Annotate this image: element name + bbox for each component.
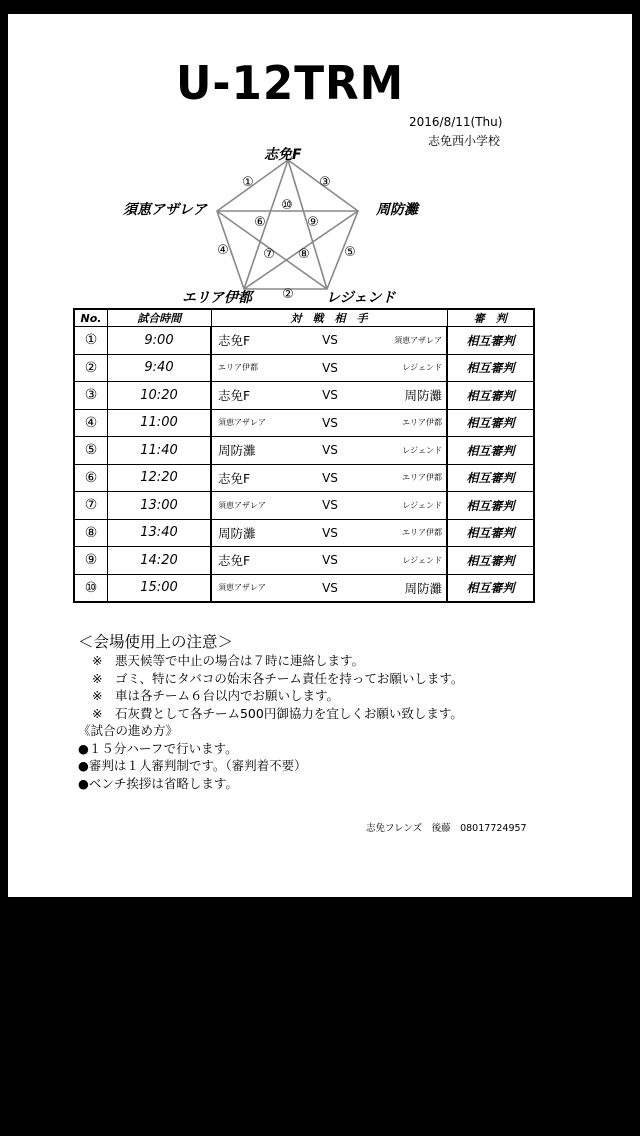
vs-label: VS [322,498,338,513]
matchup-cell [211,547,447,575]
home-team: 志免F [218,388,251,404]
column-header-time: 試合時間 [108,309,212,327]
home-team: エリア伊都 [218,363,258,373]
matchup-cell [211,437,447,465]
note-item: ※ 石灰費として各チーム500円御協力を宜しくお願い致します。 [92,705,463,721]
table-row [74,437,534,465]
table-row [74,382,534,410]
match-number-1: ① [242,175,254,190]
referee-cell: 相互審判 [447,547,534,575]
team-label-suetsu-azalea: 須恵アザレア [123,202,207,218]
away-team: 周防灘 [404,388,442,404]
table-row [74,519,534,547]
note-item: ※ 車は各チーム６台以内でお願いします。 [92,688,339,703]
match-time-cell: 13:40 [108,519,212,547]
away-team: レジェンド [402,363,442,373]
match-time-cell: 13:00 [108,492,212,520]
team-label-shubo-nada: 周防灘 [376,202,418,218]
away-team: 須恵アザレア [394,335,442,345]
column-header-referee: 審 判 [447,309,534,327]
referee-cell: 相互審判 [447,354,534,382]
table-row [74,574,534,602]
match-time-cell: 11:40 [108,437,212,465]
matchup-cell [211,464,447,492]
event-title: U-12TRM [176,56,405,110]
match-number-cell: ⑧ [74,519,108,547]
match-time-cell: 11:00 [108,409,212,437]
match-time-cell: 12:20 [108,464,212,492]
column-header-matchup: 対 戦 相 手 [211,309,447,327]
match-number-10: ⑩ [281,198,293,213]
referee-cell: 相互審判 [447,492,534,520]
match-time-cell: 9:00 [108,327,212,355]
table-row [74,354,534,382]
vs-label: VS [322,360,338,375]
notes-heading: ＜会場使用上の注意＞ [78,633,234,651]
matchup-cell [211,354,447,382]
home-team: 須恵アザレア [218,418,266,428]
match-number-8: ⑧ [298,247,310,262]
table-row [74,327,534,355]
match-number-4: ④ [217,243,229,258]
match-schedule-table [73,308,535,603]
match-number-2: ② [282,287,294,302]
vs-label: VS [322,415,338,430]
event-venue: 志免西小学校 [428,134,501,148]
matchup-cell [211,409,447,437]
team-label-legend: レジェンド [326,290,396,306]
venue-notes [78,632,463,792]
home-team: 周防灘 [218,525,256,541]
vs-label: VS [322,525,338,540]
match-number-cell: ④ [74,409,108,437]
referee-cell: 相互審判 [447,382,534,410]
match-number-9: ⑨ [307,215,319,230]
match-number-cell: ⑥ [74,464,108,492]
referee-cell: 相互審判 [447,409,534,437]
matchup-cell [211,327,447,355]
away-team: レジェンド [402,555,442,565]
vs-label: VS [322,470,338,485]
match-number-cell: ② [74,354,108,382]
vs-label: VS [322,333,338,348]
vs-label: VS [322,553,338,568]
referee-cell: 相互審判 [447,464,534,492]
home-team: 志免F [218,470,251,486]
matchup-cell [211,382,447,410]
away-team: エリア伊都 [402,418,442,428]
vs-label: VS [322,580,338,595]
home-team: 須恵アザレア [218,500,266,510]
note-item: ※ 悪天候等で中止の場合は７時に連絡します。 [92,653,364,668]
table-row [74,464,534,492]
match-number-cell: ① [74,327,108,355]
rules-heading: 《試合の進め方》 [78,723,179,738]
away-team: エリア伊都 [402,473,442,483]
match-number-6: ⑥ [254,215,266,230]
match-number-cell: ⑤ [74,437,108,465]
match-time-cell: 10:20 [108,382,212,410]
match-number-cell: ③ [74,382,108,410]
home-team: 志免F [218,553,251,569]
matchup-diagram [0,0,640,320]
event-date: 2016/8/11(Thu) [409,115,503,129]
match-number-7: ⑦ [263,247,275,262]
table-row [74,547,534,575]
vs-label: VS [322,388,338,403]
rule-item: ●１５分ハーフで行います。 [78,740,238,756]
table-row [74,409,534,437]
away-team: エリア伊都 [402,528,442,538]
home-team: 周防灘 [218,443,256,459]
referee-cell: 相互審判 [447,574,534,602]
table-header-row [74,309,534,327]
away-team: レジェンド [402,500,442,510]
pentagon-lines [217,160,358,289]
match-number-cell: ⑨ [74,547,108,575]
contact-info: 志免フレンズ 後藤 08017724957 [366,823,527,834]
match-time-cell: 15:00 [108,574,212,602]
team-label-eria-ito: エリア伊都 [182,290,252,306]
matchup-cell [211,574,447,602]
note-item: ※ ゴミ、特にタバコの始末各チーム責任を持ってお願いします。 [92,670,464,686]
referee-cell: 相互審判 [447,519,534,547]
match-number-cell: ⑩ [74,574,108,602]
referee-cell: 相互審判 [447,437,534,465]
vs-label: VS [322,443,338,458]
referee-cell: 相互審判 [447,327,534,355]
rule-item: ●審判は１人審判制です。（審判着不要） [78,758,307,773]
match-time-cell: 14:20 [108,547,212,575]
match-number-cell: ⑦ [74,492,108,520]
rule-item: ●ベンチ挨拶は省略します。 [78,775,238,791]
home-team: 志免F [218,333,251,349]
home-team: 須恵アザレア [218,583,266,593]
away-team: レジェンド [402,445,442,455]
match-number-3: ③ [319,175,331,190]
team-label-shimen-f: 志免F [264,147,302,163]
matchup-cell [211,492,447,520]
table-row [74,492,534,520]
match-number-5: ⑤ [344,245,356,260]
column-header-no: No. [74,309,108,327]
match-time-cell: 9:40 [108,354,212,382]
away-team: 周防灘 [404,580,442,596]
matchup-cell [211,519,447,547]
